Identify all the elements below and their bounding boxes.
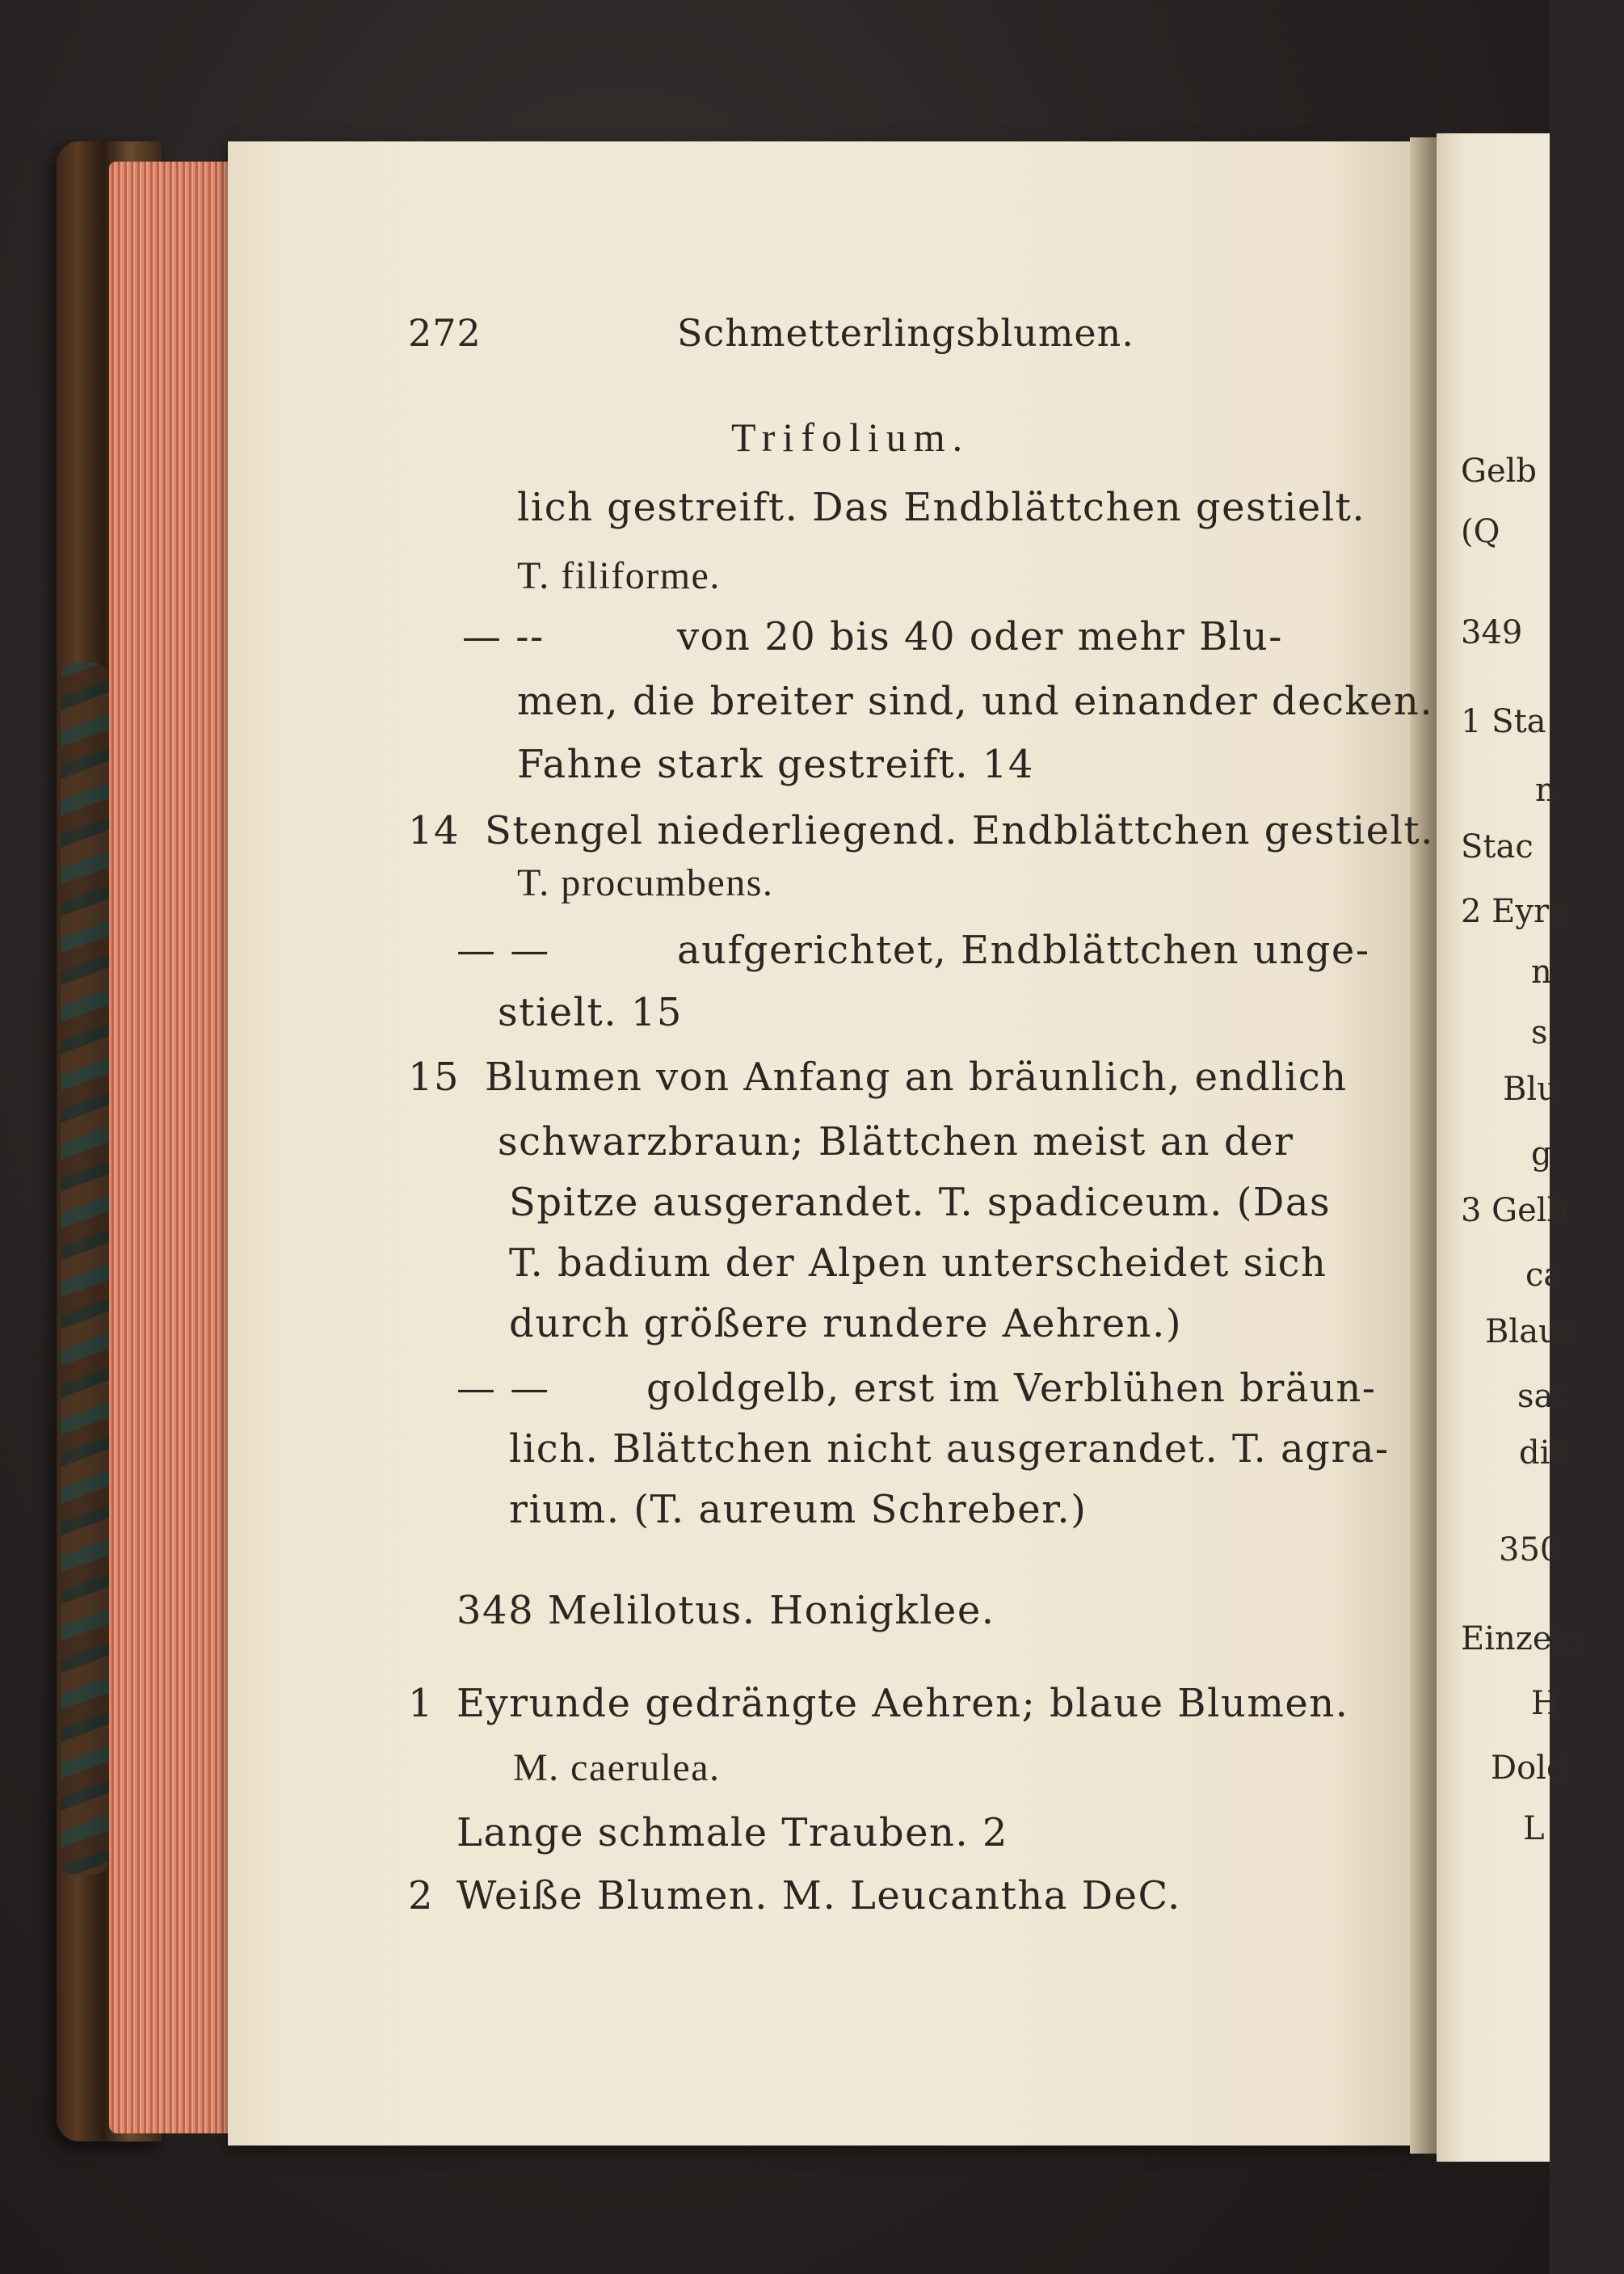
cover-marbling [61, 663, 109, 1875]
species-name: M. caerulea. [513, 1746, 721, 1789]
right-page-fragment: Blu [1503, 1071, 1558, 1108]
genus-title: Trifolium. [731, 415, 970, 460]
right-page-fragment: Einzeln [1461, 1620, 1584, 1657]
text-line: lich. Blättchen nicht ausgerandet. T. agra- [509, 1426, 1390, 1472]
right-page-fragment: Dold [1491, 1750, 1567, 1787]
section-heading: 348 Melilotus. Honigklee. [456, 1588, 995, 1633]
key-marker: — — [456, 928, 550, 973]
running-title: Schmetterlingsblumen. [677, 311, 1134, 355]
text-line: von 20 bis 40 oder mehr Blu- [677, 614, 1283, 659]
right-page-fragment: n [1531, 954, 1552, 991]
text-line: men, die breiter sind, und einander decken. [517, 679, 1434, 724]
right-page-fragment: Stac [1461, 828, 1534, 865]
right-page-fragment: s [1531, 1014, 1548, 1051]
key-number: 1 [408, 1681, 435, 1726]
key-number: 15 [408, 1055, 461, 1100]
right-page-fragment: 349 [1461, 614, 1523, 651]
page-number: 272 [408, 311, 482, 355]
text-line: Weiße Blumen. M. Leucantha DeC. [456, 1873, 1181, 1918]
right-page-fragment: die [1519, 1434, 1570, 1472]
text-line: T. badium der Alpen unterscheidet sich [509, 1240, 1327, 1286]
right-page-fragment: n [1535, 772, 1556, 809]
right-page-fragment: 2 Eyru [1461, 893, 1570, 930]
text-line: stielt. 15 [498, 990, 683, 1035]
species-name: T. procumbens. [517, 861, 774, 904]
key-marker: — — [456, 1366, 550, 1411]
key-number: 2 [408, 1873, 435, 1918]
right-page-fragment: Blaue [1485, 1313, 1579, 1350]
text-line: aufgerichtet, Endblättchen unge- [677, 928, 1370, 973]
text-line: Spitze ausgerandet. T. spadiceum. (Das [509, 1180, 1332, 1225]
text-line: Fahne stark gestreift. 14 [517, 742, 1034, 787]
right-page-fragment: ca [1525, 1257, 1563, 1294]
text-line: Eyrunde gedrängte Aehren; blaue Blumen. [456, 1681, 1349, 1726]
right-page-fragment: 3 Gelb [1461, 1192, 1568, 1229]
species-name: T. filiforme. [517, 554, 721, 597]
right-page-fragment: Gelb [1461, 453, 1538, 490]
text-line: rium. (T. aureum Schreber.) [509, 1487, 1088, 1532]
text-line: goldgelb, erst im Verblühen bräun- [646, 1366, 1377, 1411]
right-page-fragment: 350 [1499, 1531, 1561, 1569]
right-page-fragment: L [1523, 1810, 1545, 1847]
right-page-fragment: sat [1517, 1378, 1567, 1415]
text-line: Stengel niederliegend. Endblättchen gestielt. [485, 808, 1434, 853]
page-edges [109, 162, 230, 2133]
text-line: Lange schmale Trauben. 2 [456, 1810, 1008, 1855]
text-line: Blumen von Anfang an bräunlich, endlich [485, 1055, 1348, 1100]
right-page-fragment: g [1531, 1135, 1552, 1173]
text-line: durch größere rundere Aehren.) [509, 1301, 1183, 1346]
text-line: schwarzbraun; Blättchen meist an der [498, 1119, 1294, 1164]
key-number: 14 [408, 808, 461, 853]
right-page-fragment: (Q [1461, 513, 1500, 550]
key-marker: — -- [462, 614, 545, 659]
right-page-fragment: 1 Sta [1461, 703, 1546, 740]
right-page-fragment: H [1531, 1685, 1559, 1722]
text-line: lich gestreift. Das Endblättchen gestielt. [517, 485, 1366, 530]
